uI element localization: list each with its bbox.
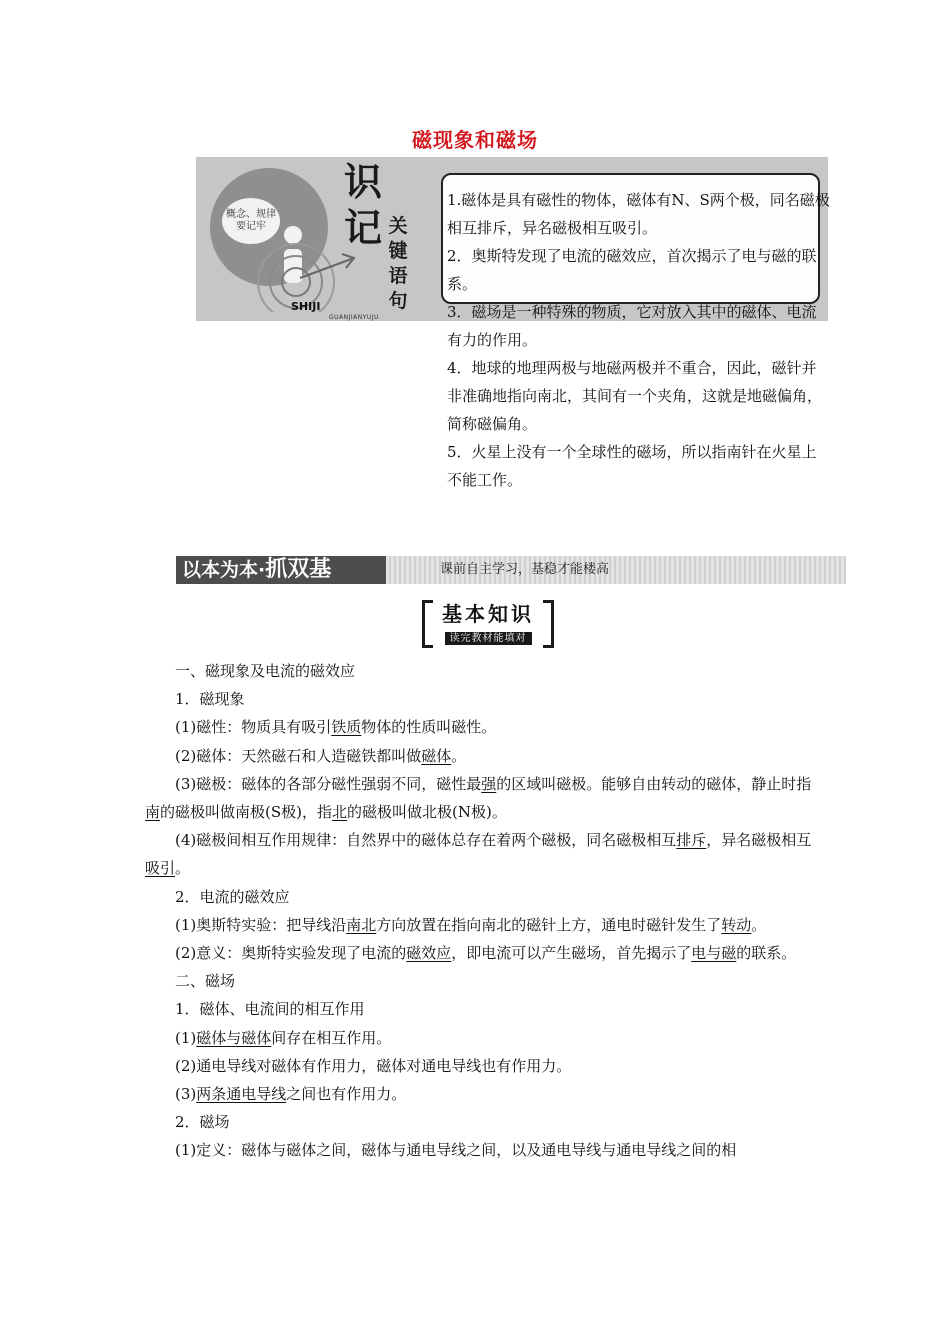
paragraph-poles: (3)磁极：磁体的各部分磁性强弱不同，磁性最强的区域叫磁极。能够自由转动的磁体，静止时指南的磁极叫做南极(S极)，指北的磁极叫做北极(N极)。 [145,774,812,822]
key-point-5: 5．火星上没有一个全球性的磁场，所以指南针在火星上不能工作。 [447,443,817,489]
key-point-2: 2．奥斯特发现了电流的磁效应，首次揭示了电与磁的联系。 [447,247,817,293]
paragraph-pole-interaction: (4)磁极间相互作用规律：自然界中的磁体总存在着两个磁极，同名磁极相互排斥，异名磁极相互吸引。 [145,831,812,878]
key-point-3: 3．磁场是一种特殊的物质，它对放入其中的磁体、电流有力的作用。 [447,303,817,349]
key-point-1: 1.磁体是具有磁性的物体，磁体有N、S两个极，同名磁极相互排斥，异名磁极相互吸引。 [447,191,830,237]
banner-vertical-label: 关键语句 [388,215,408,312]
badge-bracket-right [543,600,554,648]
basic-knowledge-badge [422,600,554,646]
subheading-1-2: 2．电流的磁效应 [175,887,290,906]
paragraph-oersted: (1)奥斯特实验：把导线沿南北方向放置在指向南北的磁针上方，通电时磁针发生了转动。 [175,915,767,934]
blank-answer: 南 [145,803,161,822]
blank-answer: 电与磁 [691,944,737,963]
heading-1: 一、磁现象及电流的磁效应 [175,662,356,680]
key-point-4: 4．地球的地理两极与地磁两极并不重合，因此，磁针并非准确地指向南北，其间有一个夹角，这就是地磁偏角，简称磁偏角。 [447,359,823,433]
blank-answer: 磁效应 [406,944,452,963]
badge-subtitle: 读完教材能填对 [445,632,532,645]
paragraph-magnet-magnet: (1)磁体与磁体间存在相互作用。 [175,1028,392,1047]
banner-char-shi: 识 [344,160,383,204]
paragraph-magnet: (2)磁体：天然磁石和人造磁铁都叫做磁体。 [175,746,467,765]
key-points-list [447,186,831,494]
heading-2: 二、磁场 [175,972,236,991]
subheading-2-1: 1．磁体、电流间的相互作用 [175,1000,365,1019]
blank-answer: 吸引 [145,859,176,878]
badge-title: 基本知识 [442,602,534,626]
badge-bracket-left [422,600,433,648]
blank-answer: 南北 [346,915,377,934]
paragraph-significance: (2)意义：奥斯特实验发现了电流的磁效应，即电流可以产生磁场，首先揭示了电与磁的联系。 [175,944,797,963]
subheading-2-2: 2．磁场 [175,1113,230,1132]
blank-answer: 强 [481,774,497,793]
body-text [145,657,817,1165]
paragraph-magnetism: (1)磁性：物质具有吸引铁质物体的性质叫磁性。 [175,718,497,737]
paragraph-wire-magnet: (2)通电导线对磁体有作用力，磁体对通电导线也有作用力。 [175,1056,572,1075]
circle-label-line2: 要记牢 [236,221,266,232]
blank-answer: 两条通电导线 [196,1085,287,1104]
section-header-label-b: 抓双基 [265,557,332,582]
blank-answer: 北 [332,803,348,822]
shiji-sub-label: GUANJIANYUJU [329,314,379,321]
circle-label-line1: 概念、规律 [226,209,276,220]
blank-answer: 转动 [721,915,752,934]
blank-answer: 铁质 [331,718,362,737]
section-header-label-a: 以本为本· [182,559,266,581]
blank-answer: 磁体 [421,746,452,765]
blank-answer: 磁体与磁体 [196,1028,272,1047]
paragraph-wire-wire: (3)两条通电导线之间也有作用力。 [175,1085,407,1104]
subheading-1-1: 1．磁现象 [175,690,245,709]
banner-char-ji: 记 [344,206,383,250]
paragraph-field-definition: (1)定义：磁体与磁体之间，磁体与通电导线之间，以及通电导线与通电导线之间的相 [175,1141,737,1160]
section-header-subtitle: 课前自主学习，基稳才能楼高 [440,562,610,577]
blank-answer: 排斥 [676,831,707,850]
section-header-label [176,556,386,584]
shiji-label: SHIJI [291,300,321,313]
page-title: 磁现象和磁场 [412,128,538,152]
